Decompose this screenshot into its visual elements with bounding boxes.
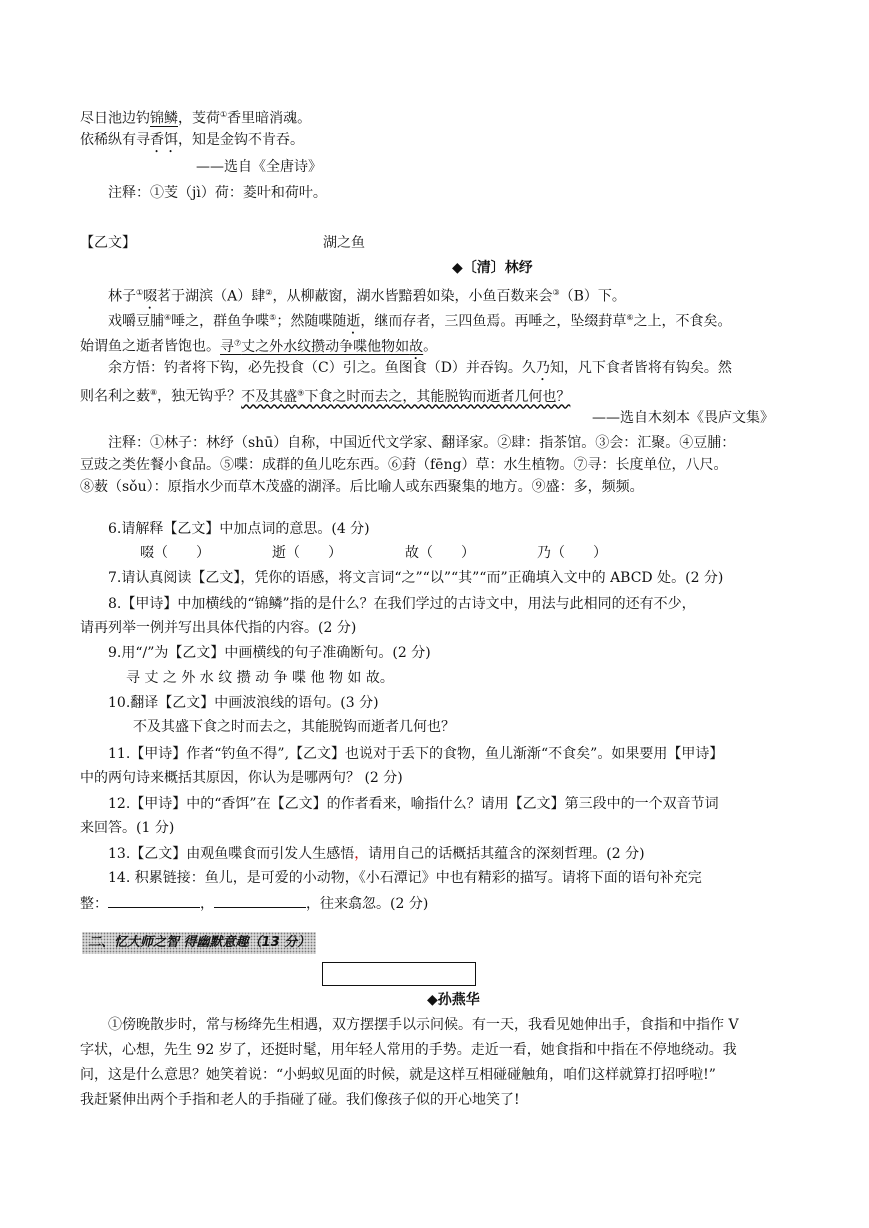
note-marker: ⑧ — [150, 388, 158, 397]
yi-title: 湖之鱼 — [323, 235, 365, 251]
question-10-sentence: 不及其盛下食之时而去之，其能脱钩而逝者几何也？ — [133, 719, 455, 735]
poem-text: ，芰荷 — [178, 110, 220, 127]
poem-text: 尽日池边钓 — [80, 110, 150, 127]
yi-note-2: 豆豉之类佐餐小食品。⑤喋：成群的鱼儿吃东西。⑥葑（fēng）草：水生植物。⑦寻：长度单位，八尺。 — [80, 457, 728, 473]
text: ，继而存者，三四鱼焉。再唾之，坠缀葑草 — [360, 313, 627, 330]
text: ，往来翕忽。(2 分) — [306, 896, 429, 912]
answer-blank-2[interactable] — [214, 893, 306, 908]
text: 则名利之薮 — [80, 388, 150, 405]
note-marker: ③ — [552, 288, 560, 297]
answer-blank-1[interactable] — [108, 893, 200, 908]
poem-text: ，知是金钩不肯吞。 — [178, 132, 304, 148]
question-8-cont: 请再列举一例并写出具体代指的内容。(2 分) — [80, 620, 357, 636]
underlined-text: 寻 — [220, 338, 234, 355]
yi-tag: 【乙文】 — [80, 235, 136, 251]
section-2-para-4: 我赶紧伸出两个手指和老人的手指碰了碰。我们像孩子似的开心地笑了! — [80, 1092, 520, 1108]
section-2-para-2: 字状，心想，先生 92 岁了，还挺时髦，用年轻人常用的手势。走近一看，她食指和中指在不停地绕动。我 — [80, 1042, 737, 1058]
text: 请用自己的话概括其蕴含的深刻哲理。(2 分) — [368, 846, 645, 862]
dotted-word-shi: 逝 — [346, 313, 361, 330]
text: ， — [200, 896, 214, 912]
dotted-word-chuo: 啜 — [143, 288, 158, 305]
poem-source: ——选自《全唐诗》 — [196, 159, 322, 175]
question-11: 11.【甲诗】作者“钓鱼不得”,【乙文】也说对于丢下的食物，鱼儿渐渐“不食矣”。如果要用【甲诗】 — [108, 746, 724, 762]
text: 唾之，群鱼争喋 — [171, 313, 270, 330]
wavy-underlined-text: 下食之时而去之，其能脱钩而逝者几何也？ — [304, 388, 571, 405]
section-2-author: ◆孙燕华 — [427, 992, 480, 1008]
poem-text: 香里暗消魂。 — [227, 110, 312, 127]
text: ；然随喋随 — [276, 313, 347, 330]
underlined-text: 丈之外水纹攒动争喋他物如 — [241, 338, 410, 355]
note-marker: ⑦ — [234, 338, 242, 347]
text: 始谓鱼之逝者皆饱也。 — [80, 338, 220, 355]
note-marker: ⑨ — [297, 388, 305, 397]
text: 林子 — [108, 288, 136, 305]
question-12-cont: 来回答。(1 分) — [80, 820, 175, 836]
note-marker: ① — [220, 110, 228, 119]
wavy-underlined-text: 不及其盛 — [241, 388, 298, 405]
question-10: 10.翻译【乙文】中画波浪线的语句。(3 分) — [108, 695, 379, 711]
yi-para-3 — [108, 358, 732, 384]
q6-word-shi: 逝（ ） — [272, 545, 342, 561]
q6-word-chuo: 啜（ ） — [140, 545, 210, 561]
note-marker: ④ — [164, 313, 172, 322]
text: ，从柳蔽窗，湖水皆黯碧如染，小鱼百数来会 — [272, 288, 553, 305]
note-marker: ② — [265, 288, 273, 297]
poem-note: 注释：①芰（jì）荷：菱叶和荷叶。 — [108, 185, 327, 201]
yi-note-1: 注释：①林子：林纾（shū）自称，中国近代文学家、翻译家。②肆：指茶馆。③会：汇聚。④豆脯： — [108, 435, 736, 451]
dotted-word-nai: 乃 — [535, 360, 550, 376]
text: 余方悟：钓者将下钩，必先投食（C）引之。鱼图食（D）并吞钩。久 — [108, 360, 536, 376]
note-marker: ⑤ — [269, 313, 277, 322]
yi-author: ◆〔清〕林纾 — [452, 260, 533, 276]
question-12: 12.【甲诗】中的“香饵”在【乙文】的作者看来，喻指什么？请用【乙文】第三段中的一个双音节词 — [108, 796, 719, 812]
text: 戏嚼豆脯 — [108, 313, 164, 330]
text: 13.【乙文】由观鱼喋食而引发人生感悟 — [108, 846, 355, 862]
question-11-cont: 中的两句诗来概括其原因，你认为是哪两句？ (2 分) — [80, 770, 403, 786]
question-7: 7.请认真阅读【乙文】，凭你的语感，将文言词“之”“以”“其”“而”正确填入文中的 ABCD 处。(2 分) — [108, 570, 724, 586]
dotted-word-gu: 故 — [409, 338, 424, 355]
question-9: 9.用“/”为【乙文】中画横线的句子准确断句。(2 分) — [108, 645, 431, 661]
section-2-header: 二、忆大师之智 得幽默意趣（13 分） — [82, 932, 316, 954]
title-answer-box[interactable] — [322, 962, 476, 986]
text: 。 — [423, 338, 438, 355]
text: 知，凡下食者皆将有钩矣。然 — [549, 360, 732, 376]
text: ， — [354, 846, 369, 862]
question-6: 6.请解释【乙文】中加点词的意思。(4 分) — [108, 521, 370, 537]
section-2-para-3: 问，这是什么意思？她笑着说：“小蚂蚁见面的时候，就是这样互相碰碰触角，咱们这样就算打招呼啦!” — [80, 1067, 716, 1083]
q6-word-nai: 乃（ ） — [537, 545, 607, 561]
text: ，独无钩乎？ — [157, 388, 242, 405]
question-14: 14. 积累链接：鱼儿，是可爱的小动物，《小石潭记》中也有精彩的描写。请将下面的语句补充完 — [108, 870, 702, 886]
dotted-word-xianger: 香饵 — [150, 132, 178, 148]
yi-note-3: ⑧薮（sǒu）：原指水少而草木茂盛的湖泽。后比喻人或东西聚集的地方。⑨盛：多，频频。 — [80, 479, 644, 495]
section-2-para-1: ①傍晚散步时，常与杨绛先生相遇，双方摆摆手以示问候。有一天，我看见她伸出手，食指和中指作 V — [108, 1017, 739, 1033]
poem-line-1 — [80, 105, 311, 129]
q6-word-gu: 故（ ） — [405, 545, 475, 561]
note-marker: ① — [136, 288, 144, 297]
text: 之上，不食矣。 — [633, 313, 732, 330]
question-13 — [108, 844, 645, 864]
poem-text: 依稀纵有寻 — [80, 132, 150, 148]
question-14-cont — [80, 893, 428, 914]
question-9-sentence: 寻 丈 之 外 水 纹 攒 动 争 喋 他 物 如 故。 — [126, 670, 394, 686]
yi-para-3-cont — [80, 383, 570, 407]
note-marker: ⑥ — [626, 313, 634, 322]
underlined-word-jinlin: 锦鳞 — [150, 110, 178, 127]
yi-source: ——选自木刻本《畏庐文集》 — [592, 410, 774, 426]
text: 整： — [80, 896, 108, 912]
text: 茗于湖滨（A）肆 — [157, 288, 266, 305]
text: （B）下。 — [559, 288, 626, 305]
question-8: 8.【甲诗】中加横线的“锦鳞”指的是什么？在我们学过的古诗文中，用法与此相同的还有不少， — [108, 596, 696, 612]
poem-line-2 — [80, 130, 304, 156]
